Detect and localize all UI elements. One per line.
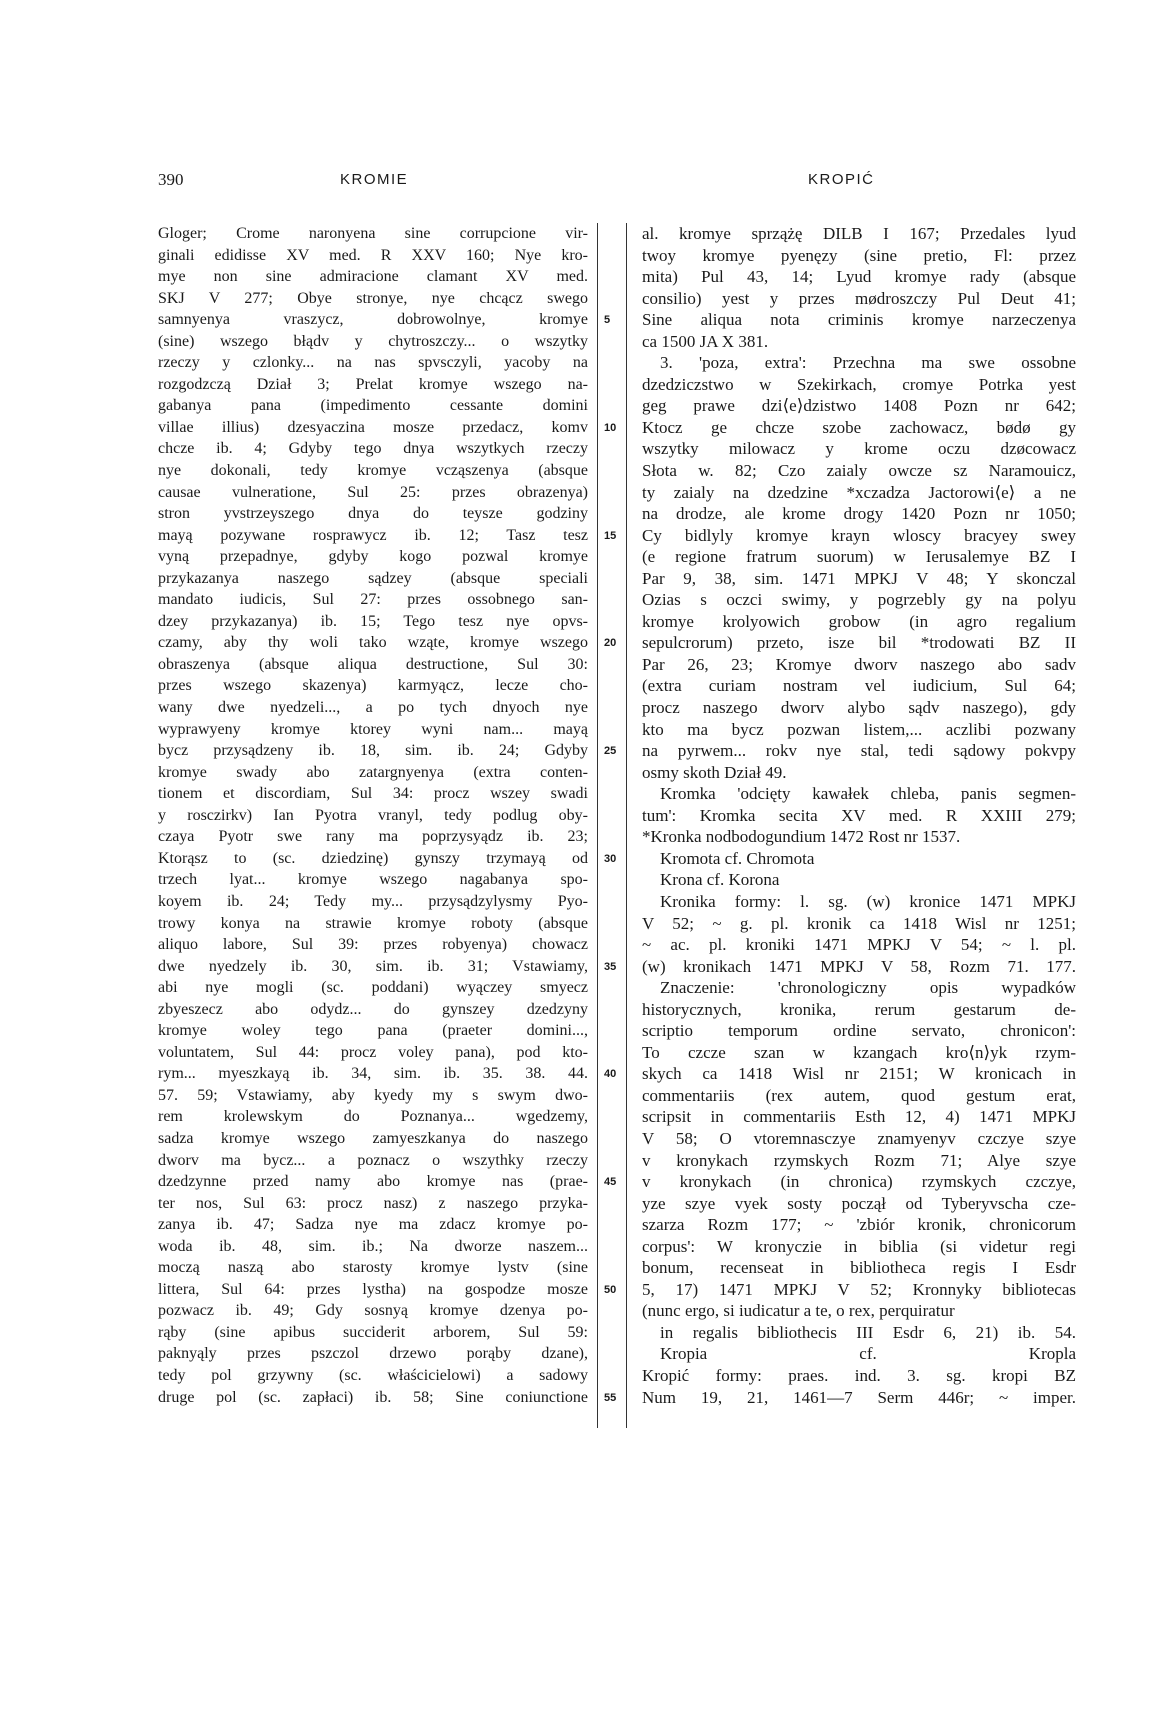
text-line: Znaczenie: 'chronologiczny opis wypadków [660, 978, 1076, 998]
text-line: corpus': W kronyczie in biblia (si videtur regi [642, 1236, 1076, 1256]
line-number: 35 [604, 960, 617, 973]
text-line: Ozias s oczci swimy, y pogrzebly gy na polyu [642, 590, 1076, 610]
text-line: (sine) wszego błądv y chytroszczy... o wszytky [158, 332, 588, 350]
text-line: kromye krolyowich grobow (in agro regalium [642, 611, 1076, 631]
text-line: ca 1500 JA X 381. [642, 331, 769, 351]
text-line: dzey przykazanya) ib. 15; Tego tesz nye opvs- [158, 612, 588, 630]
text-line: (extra curiam nostram vel iudicium, Sul 64; [642, 676, 1076, 696]
text-line: voluntatem, Sul 44: procz voley pana), pod kto- [158, 1043, 588, 1061]
text-line: Kromota cf. Chromota [660, 848, 815, 868]
text-line: consilio) yest y przes mødroszczy Pul Deut 41; [642, 288, 1076, 308]
text-line: rąby (sine apibus succiderit arborem, Sul 59: [158, 1323, 588, 1341]
text-line: chcze ib. 4; Gdyby tego dnya wszytkych rzeczy [158, 440, 588, 458]
running-header [0, 170, 1169, 194]
text-line: tedy pol grzywny (sc. właścicielowi) a sadowy [158, 1366, 588, 1384]
text-line: twoy kromye pyenęzy (sine pretio, Fl: przez [642, 245, 1076, 265]
text-line: littera, Sul 64: przes lystha) na gospodze mosze [158, 1280, 588, 1298]
text-line: mita) Pul 43, 14; Lyud kromye rady (absque [642, 267, 1076, 287]
text-line: V 52; ~ g. pl. kronik ca 1418 Wisl nr 1251; [642, 913, 1076, 933]
text-line: Sine aliqua nota criminis kromye narzeczenya [642, 310, 1076, 330]
line-number: 15 [604, 529, 617, 542]
text-line: sadza kromye wszego zamyeszkanya do naszego [158, 1129, 588, 1147]
text-line: kromye swady abo zatargnyenya (extra conten- [158, 763, 588, 781]
text-line: dzedzynne przed namy abo kromye nas (prae- [158, 1173, 588, 1191]
text-line: mayą pozywane rosprawycz ib. 12; Tasz tesz [158, 526, 588, 544]
text-line: druge pol (sc. zapłaci) ib. 58; Sine coniunctione [158, 1388, 588, 1406]
text-line: paknyąly przes pszczol drzewo porąby dzane), [158, 1345, 588, 1363]
text-line: Gloger; Crome naronyena sine corrupcione vir- [158, 225, 588, 242]
text-line: abi nye mogli (sc. poddani) wyączey smyecz [158, 979, 588, 997]
text-line: skych ca 1418 Wisl nr 2151; W kronicach in [642, 1064, 1076, 1084]
text-line: Cy bidlyly kromye krayn wloscy bracyey swey [642, 525, 1076, 545]
text-line: gabanya pana (impedimento cessante domini [158, 397, 588, 415]
text-line: Kromka 'odcięty kawałek chleba, panis segmen- [660, 784, 1076, 804]
line-number: 10 [604, 421, 617, 434]
text-line: aliquo labore, Sul 39: przes robyenya) chowacz [158, 936, 588, 954]
text-line: rozgodzczą Dział 3; Prelat kromye wszego na- [158, 375, 588, 393]
text-line: scripsit in commentariis Esth 12, 4) 1471 MPKJ [642, 1107, 1076, 1127]
text-line: Par 9, 38, sim. 1471 MPKJ V 48; Y skonczal [642, 568, 1076, 588]
text-line: przes wszego skazenya) karmyącz, lecze cho- [158, 677, 588, 695]
column-rule-left [597, 223, 598, 1428]
text-line: dzedziczstwo w Szekirkach, cromye Potrka yest [642, 374, 1076, 394]
text-line: ty zaialy na dzedzine *xczadza Jactorowi⟨e⟩ a ne [642, 482, 1076, 502]
line-number: 55 [604, 1391, 617, 1404]
column-rule-right [626, 223, 627, 1428]
text-line: 3. 'poza, extra': Przechna ma swe ossobne [660, 353, 1076, 373]
text-line: na drodze, ale krome drogy 1420 Pozn nr 1050; [642, 504, 1076, 524]
text-line: kromye woley tego pana (praeter domini..., [158, 1022, 588, 1040]
text-line: samnyenya vraszycz, dobrowolnye, kromye [158, 311, 588, 329]
text-line: Kropić formy: praes. ind. 3. sg. kropi BZ [642, 1365, 1076, 1385]
text-line: tionem et discordiam, Sul 34: procz wszey swadi [158, 785, 588, 803]
text-line: Krona cf. Korona [660, 870, 780, 890]
right-headword: KROPIĆ [808, 171, 875, 188]
text-line: procz naszego dworv alybo sądv naszego), gdy [642, 698, 1076, 718]
text-line: (w) kronikach 1471 MPKJ V 58, Rozm 71. 177. [642, 956, 1076, 976]
text-line: (e regione fratrum suorum) w Ierusalemye BZ I [642, 547, 1076, 567]
text-line: V 58; O vtoremnasczye znamyenyv czczye szye [642, 1128, 1076, 1148]
text-line: causae vulneratione, Sul 25: przes obrazenya) [158, 483, 588, 501]
text-line: historycznych, kronika, rerum gestarum de- [642, 999, 1076, 1019]
text-line: 57. 59; Vstawiamy, aby kyedy my s swym dwo- [158, 1086, 588, 1104]
text-line: tum': Kromka secita XV med. R XXIII 279; [642, 805, 1076, 825]
text-line: To czcze szan w kzangach kro⟨n⟩yk rzym- [642, 1042, 1076, 1062]
text-line: osmy skoth Dział 49. [642, 762, 787, 782]
line-number: 25 [604, 745, 617, 758]
text-line: v kronykach rzymskych Rozm 71; Alye szye [642, 1150, 1076, 1170]
text-line: zbyeszecz abo odydz... do gynszey dzedzyny [158, 1000, 588, 1018]
line-number: 40 [604, 1068, 617, 1081]
text-line: wany dwe nyedzeli..., a po tych dnyoch nye [158, 699, 588, 717]
text-line: Ktocz ge chcze szobe zachowacz, bødø gy [642, 417, 1076, 437]
text-line: przykazanya naszego sądzey (absque speciali [158, 569, 588, 587]
page-number: 390 [158, 170, 184, 189]
text-line: moczą naszą abo starosty kromye lystv (sine [158, 1259, 588, 1277]
text-line: czaya Pyotr swe rany ma poprzysyądz ib. 23; [158, 828, 588, 846]
text-line: na pyrwem... rokv nye stal, tedi sądowy pokvpy [642, 741, 1076, 761]
text-line: Ktorąsz to (sc. dziedzinę) gynszy trzymayą od [158, 849, 588, 867]
text-line: SKJ V 277; Obye stronye, nye chcącz swego [158, 289, 588, 307]
line-number: 30 [604, 852, 617, 865]
text-line: y rosczirkv) Ian Pyotra vranyl, tedy podlug oby- [158, 806, 588, 824]
text-line: yze szye vyek sosty począł od Tyberyvscha cze- [642, 1193, 1076, 1213]
text-line: Kronika formy: l. sg. (w) kronice 1471 MPKJ [660, 891, 1076, 911]
text-line: geg prawe dzi⟨e⟩dzistwo 1408 Pozn nr 642; [642, 396, 1076, 416]
text-line: dwe nyedzely ib. 30, sim. ib. 31; Vstawiamy, [158, 957, 588, 975]
line-number: 45 [604, 1176, 617, 1189]
text-line: *Kronka nodbodogundium 1472 Rost nr 1537. [642, 827, 961, 847]
text-line: al. kromye sprzążę DILB I 167; Przedales lyud [642, 224, 1076, 243]
text-line: sepulcrorum) przeto, isze bil *trodowati BZ II [642, 633, 1076, 653]
text-line: nye dokonali, tedy kromye vcząszenya (absque [158, 462, 588, 480]
line-number: 50 [604, 1283, 617, 1296]
line-number: 20 [604, 637, 617, 650]
text-line: stron yvstrzeyszego dnya do teysze godziny [158, 505, 588, 523]
text-line: v kronykach (in chronica) rzymskych czczye, [642, 1172, 1076, 1192]
line-number: 5 [604, 314, 611, 327]
text-line: zanya ib. 47; Sadza nye ma zdacz kromye po- [158, 1216, 588, 1234]
left-column [158, 223, 588, 1408]
text-line: wyprawyeny kromye ktorey wyni nam... mayą [158, 720, 588, 738]
text-line: scriptio temporum ordine servato, chronicon': [642, 1021, 1076, 1041]
text-line: bycz przysądzeny ib. 18, sim. ib. 24; Gdyby [158, 742, 588, 760]
text-line: koyem ib. 24; Tedy my... przysądzylysmy Pyo- [158, 892, 588, 910]
text-line: trzech lyat... kromye wszego nagabanya spo- [158, 871, 588, 889]
text-line: rem krolewskym do Poznanya... wgedzemy, [158, 1108, 588, 1126]
text-line: kto ma bycz pozwan listem,... aczlibi pozwany [642, 719, 1076, 739]
text-line: czamy, aby thy woli tako wząte, kromye wszego [158, 634, 588, 652]
text-line: vyną przepadnye, gdyby kogo pozwal kromye [158, 548, 588, 566]
text-line: rzeczy y czlonky... na nas spvsczyli, yacoby na [158, 354, 588, 372]
text-line: bonum, recenseat in bibliotheca regis I Esdr [642, 1258, 1076, 1278]
text-line: Kropia cf. Kropla [660, 1344, 1076, 1364]
text-line: Par 26, 23; Kromye dworv naszego abo sadv [642, 654, 1076, 674]
text-line: mandato iudicis, Sul 27: przes ossobnego san- [158, 591, 588, 609]
text-line: Słota w. 82; Czo zaialy owcze sz Naramouicz, [642, 461, 1076, 481]
text-line: obraszenya (absque aliqua destructione, Sul 30: [158, 655, 588, 673]
text-line: wszytky milowacz y krome oczu dzøcowacz [642, 439, 1076, 459]
text-line: 5, 17) 1471 MPKJ V 52; Kronnyky bibliotecas [642, 1279, 1076, 1299]
text-line: dworv ma bycz... a poznacz o wszythky rzeczy [158, 1151, 588, 1169]
text-line: szarza Rozm 177; ~ 'zbiór kronik, chronicorum [642, 1215, 1076, 1235]
right-column [642, 223, 1076, 1408]
text-line: ter nos, Sul 63: procz nasz) z naszego przyka- [158, 1194, 588, 1212]
text-line: trowy konya na strawie kromye roboty (absque [158, 914, 588, 932]
text-line: Num 19, 21, 1461—7 Serm 446r; ~ imper. [642, 1387, 1076, 1407]
left-headword: KROMIE [340, 171, 409, 188]
text-line: in regalis bibliothecis III Esdr 6, 21) ib. 54. [660, 1322, 1076, 1342]
text-line: ginali edidisse XV med. R XXV 160; Nye kro- [158, 246, 588, 264]
text-line: mye non sine admiracione clamant XV med. [158, 268, 588, 286]
text-line: rym... myeszkayą ib. 34, sim. ib. 35. 38. 44. [158, 1065, 588, 1083]
text-line: woda ib. 48, sim. ib.; Na dworze naszem... [158, 1237, 588, 1255]
text-line: villae illius) dzesyaczina mosze przedacz, komv [158, 418, 588, 436]
text-line: commentariis (rex autem, quod gestum erat, [642, 1085, 1076, 1105]
text-line: pozwacz ib. 49; Gdy sosnyą kromye dzenya po- [158, 1302, 588, 1320]
text-line: ~ ac. pl. kroniki 1471 MPKJ V 54; ~ l. pl. [642, 935, 1076, 955]
text-line: (nunc ergo, si iudicatur a te, o rex, perquiratur [642, 1301, 955, 1321]
